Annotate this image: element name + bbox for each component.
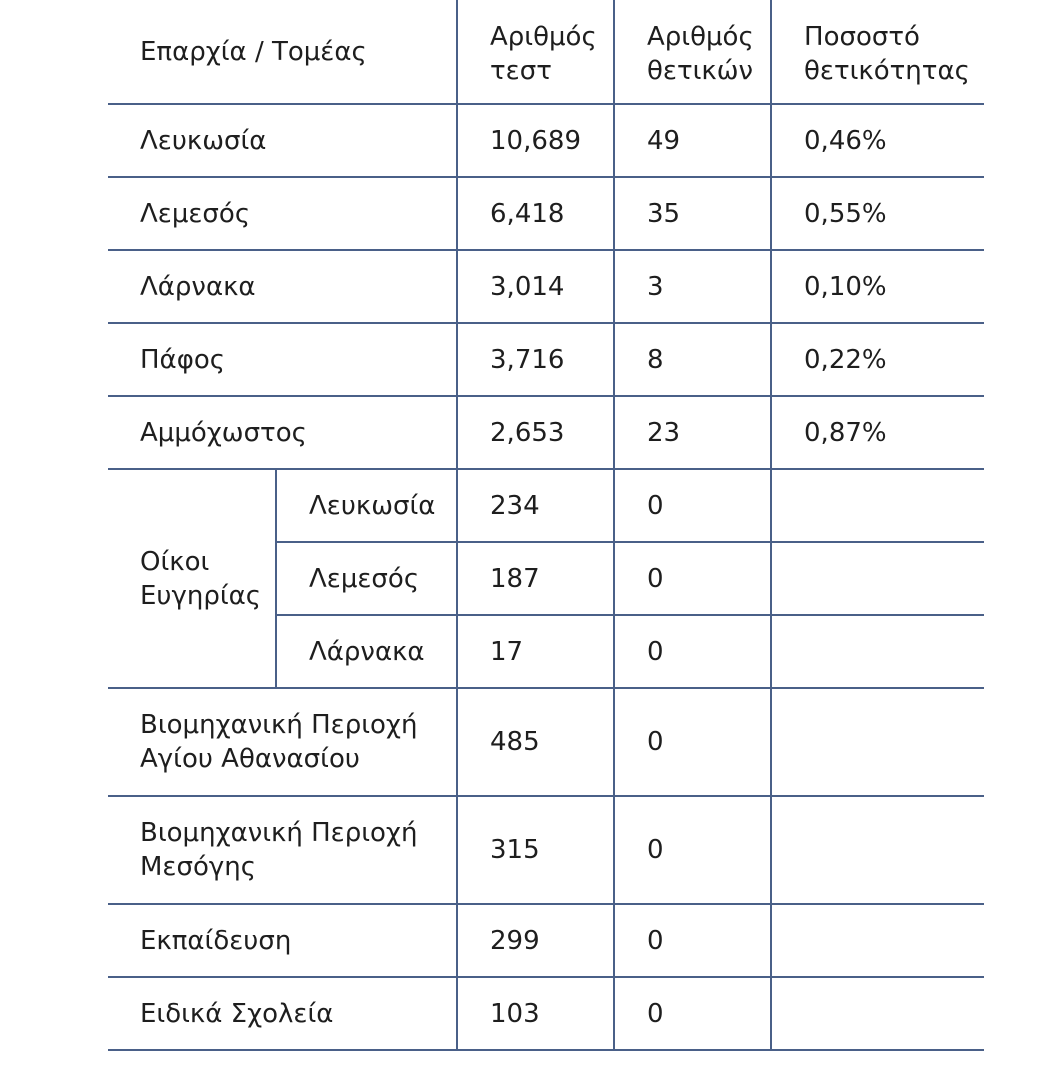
- tests-cell: 299: [457, 904, 614, 977]
- row-label: Πάφος: [108, 323, 457, 396]
- table-row: [108, 250, 984, 323]
- table-row: [108, 688, 984, 796]
- table-row: [108, 104, 984, 177]
- row-label: Λάρνακα: [108, 250, 457, 323]
- rate-cell: [771, 688, 984, 796]
- tests-cell: 234: [457, 469, 614, 542]
- rate-cell: [771, 904, 984, 977]
- rate-cell: [771, 615, 984, 688]
- positives-cell: 49: [614, 104, 771, 177]
- tests-cell: 3,014: [457, 250, 614, 323]
- rate-cell: 0,55%: [771, 177, 984, 250]
- rate-cell: 0,22%: [771, 323, 984, 396]
- tests-cell: 2,653: [457, 396, 614, 469]
- table-row: [108, 323, 984, 396]
- nursing-homes-group-label: [108, 469, 276, 688]
- tests-cell: 3,716: [457, 323, 614, 396]
- positives-cell: 0: [614, 542, 771, 615]
- testing-results-table-container: [108, 0, 984, 1051]
- positives-cell: 8: [614, 323, 771, 396]
- nursing-homes-label-line1: Οίκοι: [140, 546, 210, 577]
- header-positives-line2: θετικών: [647, 56, 754, 86]
- header-region-label: Επαρχία / Τομέας: [140, 36, 367, 67]
- sub-row-label: Λευκωσία: [276, 469, 457, 542]
- tests-cell: 10,689: [457, 104, 614, 177]
- sub-row-label: Λάρνακα: [276, 615, 457, 688]
- rate-cell: 0,46%: [771, 104, 984, 177]
- positives-cell: 0: [614, 469, 771, 542]
- tests-cell: 17: [457, 615, 614, 688]
- positives-cell: 0: [614, 615, 771, 688]
- row-label: Λεμεσός: [108, 177, 457, 250]
- header-rate-line1: Ποσοστό: [804, 22, 920, 52]
- positives-cell: 35: [614, 177, 771, 250]
- rate-cell: [771, 796, 984, 904]
- row-label: Αμμόχωστος: [108, 396, 457, 469]
- header-region: [108, 0, 457, 104]
- row-label: [108, 796, 457, 904]
- rate-cell: [771, 469, 984, 542]
- positives-cell: 23: [614, 396, 771, 469]
- positives-cell: 0: [614, 688, 771, 796]
- row-label-line1: Βιομηχανική Περιοχή: [140, 818, 418, 848]
- row-label: Ειδικά Σχολεία: [108, 977, 457, 1050]
- positives-cell: 0: [614, 977, 771, 1050]
- rate-cell: 0,10%: [771, 250, 984, 323]
- row-label: Εκπαίδευση: [108, 904, 457, 977]
- header-rate-line2: θετικότητας: [804, 56, 970, 86]
- positives-cell: 3: [614, 250, 771, 323]
- row-label-line1: Βιομηχανική Περιοχή: [140, 710, 418, 740]
- row-label: [108, 688, 457, 796]
- rate-cell: 0,87%: [771, 396, 984, 469]
- header-row: [108, 0, 984, 104]
- table-row: [108, 177, 984, 250]
- positives-cell: 0: [614, 796, 771, 904]
- positives-cell: 0: [614, 904, 771, 977]
- header-positives-line1: Αριθμός: [647, 22, 754, 52]
- header-tests: [457, 0, 614, 104]
- table-row: [108, 977, 984, 1050]
- header-positives: [614, 0, 771, 104]
- tests-cell: 103: [457, 977, 614, 1050]
- table-row: [108, 796, 984, 904]
- header-tests-line1: Αριθμός: [490, 22, 597, 52]
- row-label: Λευκωσία: [108, 104, 457, 177]
- testing-results-table: [108, 0, 984, 1051]
- header-rate: [771, 0, 984, 104]
- table-row: [108, 396, 984, 469]
- tests-cell: 315: [457, 796, 614, 904]
- tests-cell: 485: [457, 688, 614, 796]
- tests-cell: 187: [457, 542, 614, 615]
- table-row: [108, 904, 984, 977]
- table-row: [108, 469, 984, 542]
- nursing-homes-label-line2: Ευγηρίας: [140, 580, 262, 611]
- rate-cell: [771, 542, 984, 615]
- row-label-line2: Μεσόγης: [140, 852, 256, 882]
- tests-cell: 6,418: [457, 177, 614, 250]
- rate-cell: [771, 977, 984, 1050]
- row-label-line2: Αγίου Αθανασίου: [140, 744, 360, 774]
- sub-row-label: Λεμεσός: [276, 542, 457, 615]
- header-tests-line2: τεστ: [490, 56, 552, 86]
